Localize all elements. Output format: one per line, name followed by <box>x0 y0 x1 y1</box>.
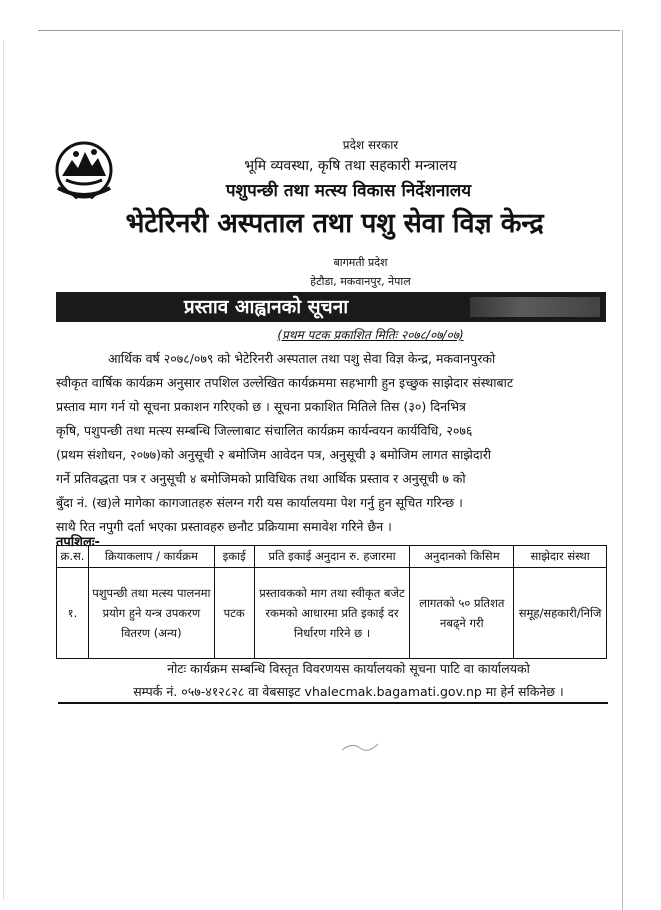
body-line: साथै रित नपुगी दर्ता भएका प्रस्तावहरु छनौट प्रक्रियामा समावेश गरिने छैन । <box>56 519 392 534</box>
header-address: हेटौडा, मकवानपुर, नेपाल <box>310 275 411 288</box>
bottom-rule <box>58 702 608 704</box>
cell-sn: १. <box>57 568 89 659</box>
body-line: प्रस्ताव माग गर्न यो सूचना प्रकाशन गरिएको छ । सूचना प्रकाशित मितिले तिस (३०) दिनभित्र <box>56 399 466 414</box>
table-header-row <box>57 546 607 568</box>
header-province-govt: प्रदेश सरकार <box>342 138 399 152</box>
cell-grant: प्रस्तावकको माग तथा स्वीकृत बजेट रकमको आधारमा प्रति इकाई दर निर्धारण गरिने छ । <box>254 568 410 659</box>
cell-partner: समूह/सहकारी/निजि <box>514 568 607 659</box>
table-row <box>57 568 607 659</box>
body-line: स्वीकृत वार्षिक कार्यक्रम अनुसार तपशिल उल्लेखित कार्यक्रममा सहभागी हुन इच्छुक साझेदार संस्थाबाट <box>56 375 514 390</box>
body-line: आर्थिक वर्ष २०७८/०७९ को भेटेरिनरी अस्पताल तथा पशु सेवा विज्ञ केन्द्र, मकवानपुरको <box>108 351 496 366</box>
left-scan-edge <box>3 40 4 900</box>
schedule-table <box>56 545 607 659</box>
col-header-partner: साझेदार संस्था <box>514 546 607 568</box>
col-header-sn: क्र.स. <box>57 546 89 568</box>
notice-title: प्रस्ताव आह्वानको सूचना <box>183 296 349 318</box>
top-scan-edge <box>38 30 620 31</box>
cell-activity: पशुपन्छी तथा मत्स्य पालनमा प्रयोग हुने यन्त्र उपकरण वितरण (अन्य) <box>88 568 214 659</box>
schedule-title: तपशिलः- <box>56 535 100 550</box>
col-header-unit: इकाई <box>214 546 254 568</box>
col-header-grant: प्रति इकाई अनुदान रु. हजारमा <box>254 546 410 568</box>
header-office-name: भेटेरिनरी अस्पताल तथा पशु सेवा विज्ञ केन्द्र <box>125 208 544 239</box>
cell-grant-type: लागतको ५० प्रतिशत नबढ्ने गरी <box>410 568 514 659</box>
pen-mark-icon <box>340 740 380 754</box>
cell-unit: पटक <box>214 568 254 659</box>
publication-date: (प्रथम पटक प्रकाशित मितिः २०७८/०७/०७) <box>277 328 464 342</box>
header-ministry: भूमि व्यवस्था, कृषि तथा सहकारी मन्त्रालय <box>244 158 457 174</box>
note-line-1: नोटः कार्यक्रम सम्बन्धि विस्तृत विवरणयस कार्यालयको सूचना पाटि वा कार्यालयको <box>167 661 530 676</box>
header-directorate: पशुपन्छी तथा मत्स्य विकास निर्देशनालय <box>225 181 472 201</box>
header-province: बागमती प्रदेश <box>333 256 388 269</box>
body-line: कृषि, पशुपन्छी तथा मत्स्य सम्बन्धि जिल्लाबाट संचालित कार्यक्रम कार्यन्वयन कार्यविधि, २०७६ <box>56 423 473 438</box>
notice-band-shading <box>470 297 600 317</box>
body-line: (प्रथम संशोधन, २०७७)को अनुसूची २ बमोजिम आवेदन पत्र, अनुसूची ३ बमोजिम लागत साझेदारी <box>56 447 492 462</box>
body-line: बुँदा नं. (ख)ले मागेका कागजातहरु संलग्न गरी यस कार्यालयमा पेश गर्नु हुन सूचित गरिन्छ । <box>56 495 463 510</box>
col-header-grant-type: अनुदानको किसिम <box>410 546 514 568</box>
body-line: गर्ने प्रतिवद्धता पत्र र अनुसूची ४ बमोजिमको प्राविधिक तथा आर्थिक प्रस्ताव र अनुसूची ७ को <box>56 471 466 486</box>
col-header-activity: क्रियाकलाप / कार्यक्रम <box>88 546 214 568</box>
note-line-2: सम्पर्क नं. ०५७-४१२८२८ वा वेबसाइट vhalecmak.bagamati.gov.np मा हेर्न सकिनेछ । <box>133 684 564 699</box>
